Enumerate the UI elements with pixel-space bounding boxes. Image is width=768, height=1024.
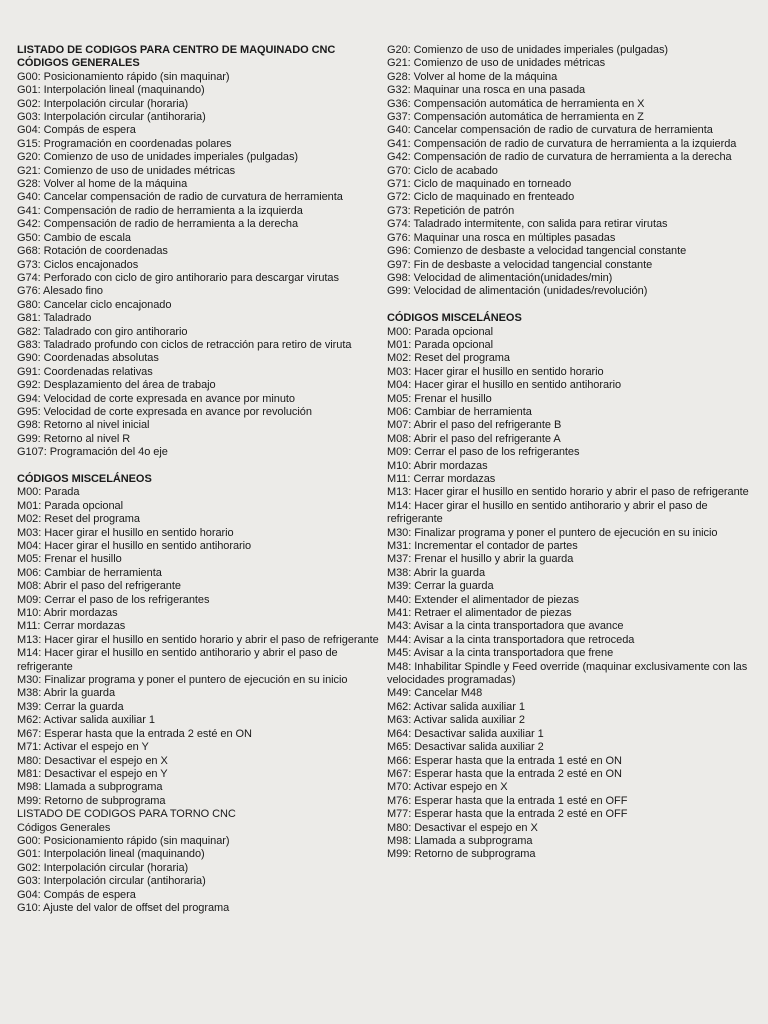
code-entry: M30: Finalizar programa y poner el puntero de ejecución en su inicio	[17, 674, 348, 687]
code-entry: G99: Retorno al nivel R	[17, 432, 131, 445]
blank-line	[17, 460, 379, 473]
code-entry: G98: Retorno al nivel inicial	[17, 419, 150, 432]
code-entry: M00: Parada	[17, 486, 80, 499]
code-entry: G73: Repetición de patrón	[387, 204, 515, 217]
code-entry: M43: Avisar a la cinta transportadora que avance	[387, 620, 624, 633]
code-entry: G02: Interpolación circular (horaria)	[17, 861, 189, 874]
code-entry: G01: Interpolación lineal (maquinando)	[17, 848, 205, 861]
code-entry: M77: Esperar hasta que la entrada 2 esté en OFF	[387, 808, 628, 821]
section-heading: CÓDIGOS GENERALES	[17, 57, 140, 70]
code-entry: M38: Abrir la guarda	[17, 687, 116, 700]
code-entry: G107: Programación del 4o eje	[17, 446, 168, 459]
code-entry: M08: Abrir el paso del refrigerante	[17, 580, 181, 593]
code-entry: G96: Comienzo de desbaste a velocidad tangencial constante	[387, 245, 687, 258]
right-column	[387, 0, 759, 862]
code-entry: M49: Cancelar M48	[387, 687, 483, 700]
section-heading: LISTADO DE CODIGOS PARA CENTRO DE MAQUINADO CNC	[17, 44, 336, 56]
code-entry: G40: Cancelar compensación de radio de curvatura de herramienta	[387, 124, 713, 137]
code-entry: M67: Esperar hasta que la entrada 2 esté en ON	[17, 727, 252, 740]
code-entry: M41: Retraer el alimentador de piezas	[387, 607, 572, 620]
code-entry: M99: Retorno de subprograma	[17, 794, 166, 807]
code-entry: G20: Comienzo de uso de unidades imperiales (pulgadas)	[387, 44, 669, 56]
code-entry: M63: Activar salida auxiliar 2	[387, 714, 525, 727]
code-entry: G02: Interpolación circular (horaria)	[17, 97, 189, 110]
code-entry: M39: Cerrar la guarda	[17, 700, 124, 713]
code-entry: M70: Activar espejo en X	[387, 781, 508, 794]
code-entry: G73: Ciclos encajonados	[17, 258, 139, 271]
code-entry: G91: Coordenadas relativas	[17, 365, 153, 378]
code-entry: G41: Compensación de radio de herramienta a la izquierda	[17, 204, 303, 217]
code-entry: M62: Activar salida auxiliar 1	[17, 714, 155, 727]
code-entry: M09: Cerrar el paso de los refrigerantes	[387, 446, 580, 459]
code-entry: M14: Hacer girar el husillo en sentido antihorario y abrir el paso de refrigerante	[387, 499, 708, 526]
code-entry: M06: Cambiar de herramienta	[17, 566, 162, 579]
code-entry: G82: Taladrado con giro antihorario	[17, 325, 188, 338]
code-entry: M05: Frenar el husillo	[387, 392, 492, 405]
code-entry: M62: Activar salida auxiliar 1	[387, 700, 525, 713]
code-entry: G68: Rotación de coordenadas	[17, 245, 168, 258]
code-entry: M03: Hacer girar el husillo en sentido horario	[17, 526, 234, 539]
code-entry: G80: Cancelar ciclo encajonado	[17, 298, 172, 311]
code-entry: M01: Parada opcional	[387, 338, 494, 351]
code-entry: M48: Inhabilitar Spindle y Feed override (maquinar exclusivamente con las velocidades programadas)	[387, 660, 748, 687]
code-entry: G03: Interpolación circular (antihoraria)	[17, 111, 206, 124]
code-entry: G21: Comienzo de uso de unidades métricas	[17, 164, 236, 177]
code-entry: M81: Desactivar el espejo en Y	[17, 767, 168, 780]
code-entry: M02: Reset del programa	[17, 513, 140, 526]
left-column	[17, 0, 379, 915]
code-entry: G15: Programación en coordenadas polares	[17, 137, 232, 150]
code-entry: G50: Cambio de escala	[17, 231, 131, 244]
code-entry: G28: Volver al home de la máquina	[387, 70, 558, 83]
code-entry: M13: Hacer girar el husillo en sentido horario y abrir el paso de refrigerante	[17, 633, 379, 646]
code-entry: G76: Maquinar una rosca en múltiples pasadas	[387, 231, 616, 244]
code-entry: M07: Abrir el paso del refrigerante B	[387, 419, 562, 432]
code-entry: G42: Compensación de radio de herramienta a la derecha	[17, 218, 299, 231]
section-heading: CÓDIGOS MISCELÁNEOS	[387, 312, 522, 325]
code-entry: LISTADO DE CODIGOS PARA TORNO CNC	[17, 808, 236, 821]
code-entry: M37: Frenar el husillo y abrir la guarda	[387, 553, 574, 566]
code-entry: G74: Perforado con ciclo de giro antihorario para descargar virutas	[17, 271, 339, 284]
code-entry: G28: Volver al home de la máquina	[17, 178, 188, 191]
code-entry: M98: Llamada a subprograma	[17, 781, 163, 794]
code-entry: Códigos Generales	[17, 821, 111, 834]
code-entry: M98: Llamada a subprograma	[387, 834, 533, 847]
code-entry: G00: Posicionamiento rápido (sin maquinar)	[17, 70, 230, 83]
blank-line	[387, 299, 759, 312]
code-entry: M02: Reset del programa	[387, 352, 510, 365]
code-entry: G83: Taladrado profundo con ciclos de retracción para retiro de viruta	[17, 338, 352, 351]
code-entry: G90: Coordenadas absolutas	[17, 352, 159, 365]
code-entry: G32: Maquinar una rosca en una pasada	[387, 84, 586, 97]
code-entry: M71: Activar el espejo en Y	[17, 741, 149, 754]
code-entry: G99: Velocidad de alimentación (unidades/revolución)	[387, 285, 648, 298]
code-entry: M31: Incrementar el contador de partes	[387, 540, 578, 553]
code-entry: G70: Ciclo de acabado	[387, 164, 498, 177]
code-entry: G95: Velocidad de corte expresada en avance por revolución	[17, 405, 312, 418]
code-entry: M10: Abrir mordazas	[387, 459, 488, 472]
code-entry: M45: Avisar a la cinta transportadora que frene	[387, 647, 614, 660]
code-entry: M08: Abrir el paso del refrigerante A	[387, 432, 561, 445]
code-entry: G04: Compás de espera	[17, 124, 136, 137]
code-entry: M30: Finalizar programa y poner el puntero de ejecución en su inicio	[387, 526, 718, 539]
code-entry: M64: Desactivar salida auxiliar 1	[387, 727, 544, 740]
code-entry: M04: Hacer girar el husillo en sentido antihorario	[387, 379, 622, 392]
code-entry: G42: Compensación de radio de curvatura de herramienta a la derecha	[387, 151, 732, 164]
code-entry: M06: Cambiar de herramienta	[387, 405, 532, 418]
code-entry: M80: Desactivar el espejo en X	[387, 821, 538, 834]
code-entry: M10: Abrir mordazas	[17, 607, 118, 620]
code-entry: G04: Compás de espera	[17, 888, 136, 901]
code-entry: M03: Hacer girar el husillo en sentido horario	[387, 365, 604, 378]
code-entry: M66: Esperar hasta que la entrada 1 esté en ON	[387, 754, 622, 767]
code-entry: M09: Cerrar el paso de los refrigerantes	[17, 593, 210, 606]
code-entry: G76: Alesado fino	[17, 285, 103, 298]
code-entry: G01: Interpolación lineal (maquinando)	[17, 84, 205, 97]
code-entry: M00: Parada opcional	[387, 325, 494, 338]
code-entry: M65: Desactivar salida auxiliar 2	[387, 741, 544, 754]
code-entry: M01: Parada opcional	[17, 499, 124, 512]
code-entry: M80: Desactivar el espejo en X	[17, 754, 168, 767]
code-entry: G10: Ajuste del valor de offset del programa	[17, 901, 230, 914]
code-entry: G03: Interpolación circular (antihoraria)	[17, 875, 206, 888]
code-entry: M05: Frenar el husillo	[17, 553, 122, 566]
code-entry: M67: Esperar hasta que la entrada 2 esté en ON	[387, 767, 622, 780]
code-entry: G71: Ciclo de maquinado en torneado	[387, 178, 572, 191]
code-entry: G20: Comienzo de uso de unidades imperiales (pulgadas)	[17, 151, 299, 164]
code-entry: G41: Compensación de radio de curvatura de herramienta a la izquierda	[387, 137, 737, 150]
code-entry: G97: Fin de desbaste a velocidad tangencial constante	[387, 258, 653, 271]
code-entry: M38: Abrir la guarda	[387, 566, 486, 579]
code-entry: G37: Compensación automática de herramienta en Z	[387, 111, 644, 124]
code-entry: M44: Avisar a la cinta transportadora que retroceda	[387, 633, 635, 646]
code-entry: M76: Esperar hasta que la entrada 1 esté en OFF	[387, 794, 628, 807]
code-entry: M14: Hacer girar el husillo en sentido antihorario y abrir el paso de refrigerante	[17, 647, 338, 673]
code-entry: G74: Taladrado intermitente, con salida para retirar virutas	[387, 218, 668, 231]
section-heading: CÓDIGOS MISCELÁNEOS	[17, 472, 152, 485]
code-entry: G92: Desplazamiento del área de trabajo	[17, 379, 216, 392]
code-entry: G98: Velocidad de alimentación(unidades/min)	[387, 271, 613, 284]
code-entry: G94: Velocidad de corte expresada en avance por minuto	[17, 392, 295, 405]
code-entry: M11: Cerrar mordazas	[17, 620, 126, 633]
code-entry: M40: Extender el alimentador de piezas	[387, 593, 579, 606]
code-entry: G81: Taladrado	[17, 312, 92, 325]
code-entry: M13: Hacer girar el husillo en sentido horario y abrir el paso de refrigerante	[387, 486, 749, 499]
code-entry: G00: Posicionamiento rápido (sin maquinar)	[17, 834, 230, 847]
code-entry: G72: Ciclo de maquinado en frenteado	[387, 191, 575, 204]
code-entry: M11: Cerrar mordazas	[387, 472, 496, 485]
code-entry: M99: Retorno de subprograma	[387, 848, 536, 861]
code-entry: G40: Cancelar compensación de radio de curvatura de herramienta	[17, 191, 343, 204]
code-entry: G21: Comienzo de uso de unidades métricas	[387, 57, 606, 70]
code-entry: G36: Compensación automática de herramienta en X	[387, 97, 645, 110]
code-entry: M39: Cerrar la guarda	[387, 580, 494, 593]
code-entry: M04: Hacer girar el husillo en sentido antihorario	[17, 540, 252, 553]
